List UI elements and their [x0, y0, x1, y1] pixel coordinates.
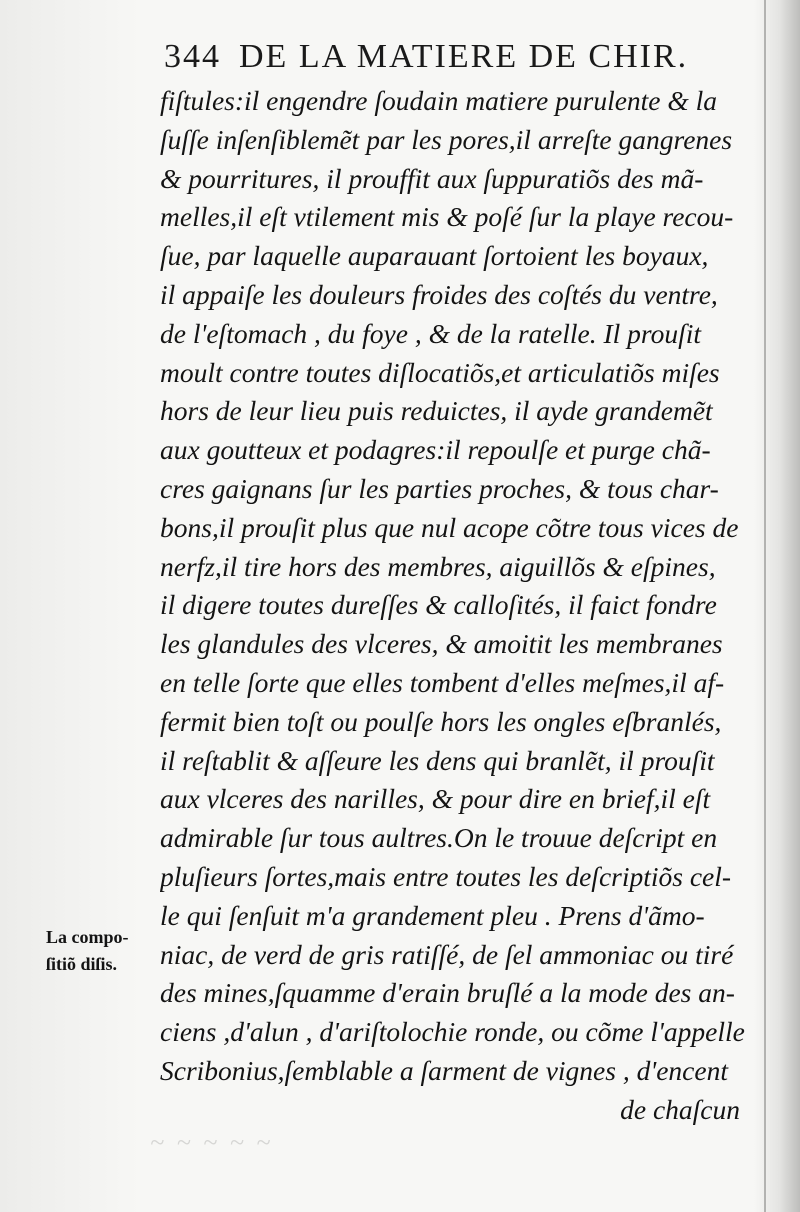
- text-line: cres gaignans ſur les parties proches, & tous char-: [160, 472, 719, 504]
- text-line: il reſtablit & aſſeure les dens qui branlẽt, il prouſit: [160, 744, 715, 776]
- marginal-note-line: La compo-: [46, 927, 129, 947]
- text-line: aux goutteux et podagres:il repoulſe et purge chã-: [160, 434, 711, 466]
- running-header: [164, 38, 764, 76]
- text-line: il digere toutes dureſſes & calloſités, il faict fondre: [160, 589, 717, 621]
- text-line: niac, de verd de gris ratiſſé, de ſel ammoniac ou tiré: [160, 938, 734, 970]
- show-through-ink: ~ ~ ~ ~ ~: [150, 1128, 274, 1157]
- text-line: admirable ſur tous aultres.On le trouue deſcript en: [160, 822, 718, 854]
- catchword: de chaſcun: [620, 1093, 740, 1125]
- text-line: bons,il prouſit plus que nul acope cõtre tous vices de: [160, 511, 739, 543]
- text-line: pluſieurs ſortes,mais entre toutes les deſcriptiõs cel-: [160, 860, 732, 892]
- text-line: aux vlceres des narilles, & pour dire en brief,il eſt: [160, 783, 711, 815]
- text-line: il appaiſe les douleurs froides des coſtés du ventre,: [160, 278, 718, 310]
- text-line: & pourritures, il prouffit aux ſuppuratiõs des mã-: [160, 162, 704, 194]
- running-title: DE LA MATIERE DE CHIR.: [239, 38, 689, 75]
- page-edge-line: [764, 0, 766, 1212]
- page-edge-shadow: [754, 0, 800, 1212]
- body-text: [160, 82, 760, 1130]
- text-line: des mines,ſquamme d'erain bruſlé a la mode des an-: [160, 977, 735, 1009]
- text-line: fiſtules:il engendre ſoudain matiere purulente & la: [160, 85, 718, 116]
- text-line: de l'eſtomach , du foye , & de la ratelle. Il prouſit: [160, 317, 702, 349]
- text-line: melles,il eſt vtilement mis & poſé ſur la playe recou-: [160, 201, 734, 233]
- text-line: le qui ſenſuit m'a grandement pleu . Prens d'ãmo-: [160, 899, 705, 931]
- text-line: Scribonius,ſemblable a ſarment de vignes , d'encent: [160, 1054, 728, 1086]
- text-line: ciens ,d'alun , d'ariſtolochie ronde, ou cõme l'appelle: [160, 1016, 745, 1048]
- marginal-note: [46, 924, 158, 978]
- text-line: hors de leur lieu puis reduictes, il ayde grandemẽt: [160, 395, 713, 427]
- page-number: 344: [164, 38, 221, 75]
- text-line: nerfz,il tire hors des membres, aiguillõs & eſpines,: [160, 550, 716, 582]
- text-line: ſue, par laquelle auparauant ſortoient les boyaux,: [160, 240, 709, 272]
- text-line: les glandules des vlceres, & amoitit les membranes: [160, 628, 723, 660]
- text-line: ſuſſe inſenſiblemẽt par les pores,il arreſte gangrenes: [160, 123, 733, 155]
- marginal-note-line: ſitiõ diſis.: [46, 954, 118, 974]
- facing-page-shadow: [0, 0, 140, 1212]
- text-line: fermit bien toſt ou poulſe hors les ongles eſbranlés,: [160, 705, 722, 737]
- text-line: en telle ſorte que elles tombent d'elles meſmes,il af-: [160, 666, 725, 698]
- text-line: moult contre toutes diſlocatiõs,et articulatiõs miſes: [160, 356, 720, 388]
